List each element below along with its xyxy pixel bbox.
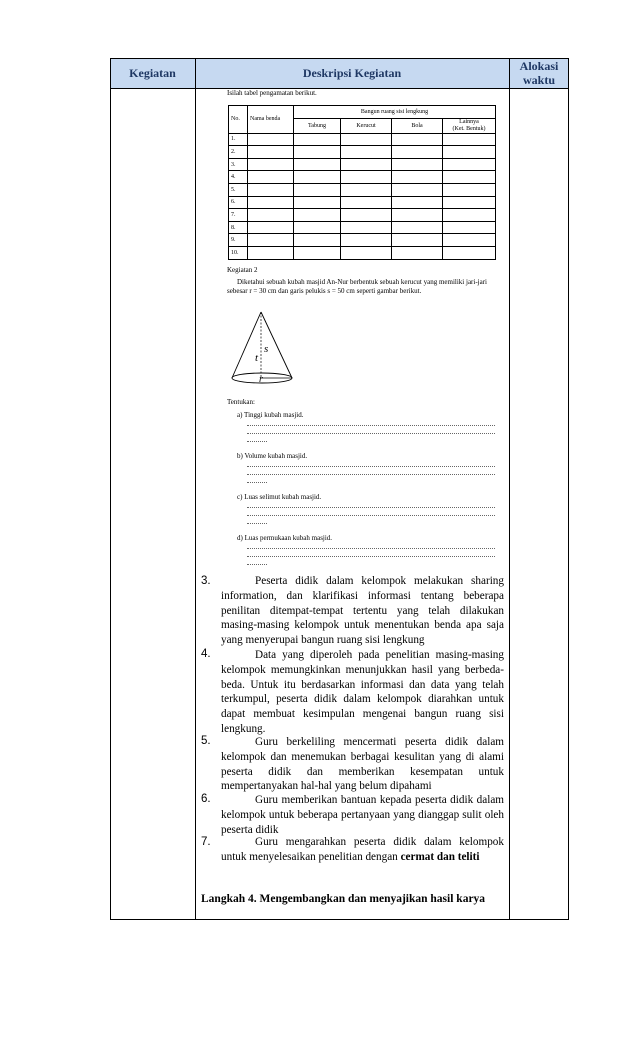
table-row (229, 158, 496, 171)
list-item: Guru berkeliling mencermati peserta didik dalam kelompok dan menemukan berbagai kesulitan yang di alami peserta didik dan memberikan kesempatan untuk mempertanyakan hal-hal yang belum dipahami (221, 736, 504, 793)
answer-line (247, 564, 267, 565)
kegiatan2-line2: sebesar r = 30 cm dan garis pelukis s = 50 cm seperti gambar berikut. (227, 287, 422, 295)
obs-header-bola: Bola (392, 118, 443, 133)
answer-line (247, 556, 495, 557)
table-row (229, 196, 496, 209)
table-row (229, 234, 496, 247)
answer-line (247, 515, 495, 516)
header-alokasi (509, 59, 569, 87)
answer-line (247, 425, 495, 426)
observation-table (228, 105, 496, 260)
item-number: 6. (201, 793, 211, 805)
cone-label-r: r (259, 374, 263, 385)
row-number: 1. (229, 133, 248, 146)
kegiatan2-title: Kegiatan 2 (227, 266, 258, 274)
kegiatan2-line1: Diketahui sebuah kubah masjid An-Nur berbentuk sebuah kerucut yang memiliki jari-jari (237, 278, 487, 286)
question-c: c) Luas selimut kubah masjid. (237, 493, 322, 501)
langkah-heading: Langkah 4. Mengembangkan dan menyajikan hasil karya (201, 893, 486, 905)
table-row (229, 246, 496, 259)
row-number: 3. (229, 158, 248, 171)
item-7-bold: cermat dan teliti (400, 850, 480, 863)
row-number: 6. (229, 196, 248, 209)
list-item: Data yang diperoleh pada penelitian masing-masing kelompok memungkinkan menunjukkan hasil yang berbeda-beda. Untuk itu berdasarkan informasi dan data yang telah terkumpul, peserta didik dalam kelompok diarahkan untuk dapat membuat kesimpulan mengenai bangun ruang sisi lengkung. (221, 649, 504, 735)
answer-line (247, 523, 267, 524)
obs-header-tabung: Tabung (294, 118, 341, 133)
list-item: Peserta didik dalam kelompok melakukan sharing information, dan klarifikasi informasi tentang beberapa penilitan ditempat-tempat tertentu yang telah dilakukan masing-masing kelompok untuk menentukan benda apa saja yang menyerupai bangun ruang sisi lengkung (221, 575, 504, 647)
row-number: 5. (229, 183, 248, 196)
obs-header-no: No. (229, 106, 248, 134)
answer-line (247, 433, 495, 434)
row-number: 7. (229, 209, 248, 222)
header-kegiatan: Kegiatan (129, 66, 176, 80)
header-alokasi-line1: Alokasi (519, 59, 559, 73)
table-row (229, 183, 496, 196)
column-divider (509, 58, 510, 920)
cone-diagram (228, 310, 298, 388)
answer-line (247, 441, 267, 442)
row-number: 8. (229, 221, 248, 234)
cone-label-s: s (264, 343, 269, 355)
item-number: 4. (201, 648, 211, 660)
row-number: 10. (229, 246, 248, 259)
list-item: Guru memberikan bantuan kepada peserta didik dalam kelompok untuk beberapa pertanyaan yang dianggap sulit oleh peserta didik (221, 794, 504, 836)
tentukan-label: Tentukan: (227, 398, 255, 406)
table-row (229, 171, 496, 184)
header-deskripsi: Deskripsi Kegiatan (302, 66, 402, 80)
question-b: b) Volume kubah masjid. (237, 452, 308, 460)
table-row (229, 133, 496, 146)
column-divider (195, 58, 196, 920)
obs-lainnya-line1: Lainnya (459, 118, 479, 125)
obs-lainnya-line2: (Ket. Bentuk) (452, 125, 486, 132)
item-7-text: Guru mengarahkan peserta didik dalam kelompok untuk menyelesaikan penelitian dengan (221, 836, 504, 863)
item-number: 7. (201, 836, 211, 848)
answer-line (247, 507, 495, 508)
row-number: 2. (229, 146, 248, 159)
item-number: 3. (201, 575, 211, 587)
answer-line (247, 474, 495, 475)
list-item (221, 835, 504, 865)
answer-line (247, 548, 495, 549)
table-row (229, 146, 496, 159)
cone-label-t: t (255, 352, 259, 364)
question-a: a) Tinggi kubah masjid. (237, 411, 304, 419)
table-row (229, 221, 496, 234)
row-number: 9. (229, 234, 248, 247)
row-number: 4. (229, 171, 248, 184)
worksheet-intro: Isilah tabel pengamatan berikut. (227, 89, 317, 97)
obs-header-kerucut: Kerucut (341, 118, 392, 133)
obs-header-nama: Nama benda (248, 106, 294, 134)
answer-line (247, 466, 495, 467)
obs-header-group: Bangun ruang sisi lengkung (294, 106, 496, 119)
obs-header-lainnya (443, 118, 496, 133)
table-row (229, 209, 496, 222)
header-alokasi-line2: waktu (522, 73, 555, 87)
item-number: 5. (201, 735, 211, 747)
question-d: d) Luas permukaan kubah masjid. (237, 534, 333, 542)
answer-line (247, 482, 267, 483)
